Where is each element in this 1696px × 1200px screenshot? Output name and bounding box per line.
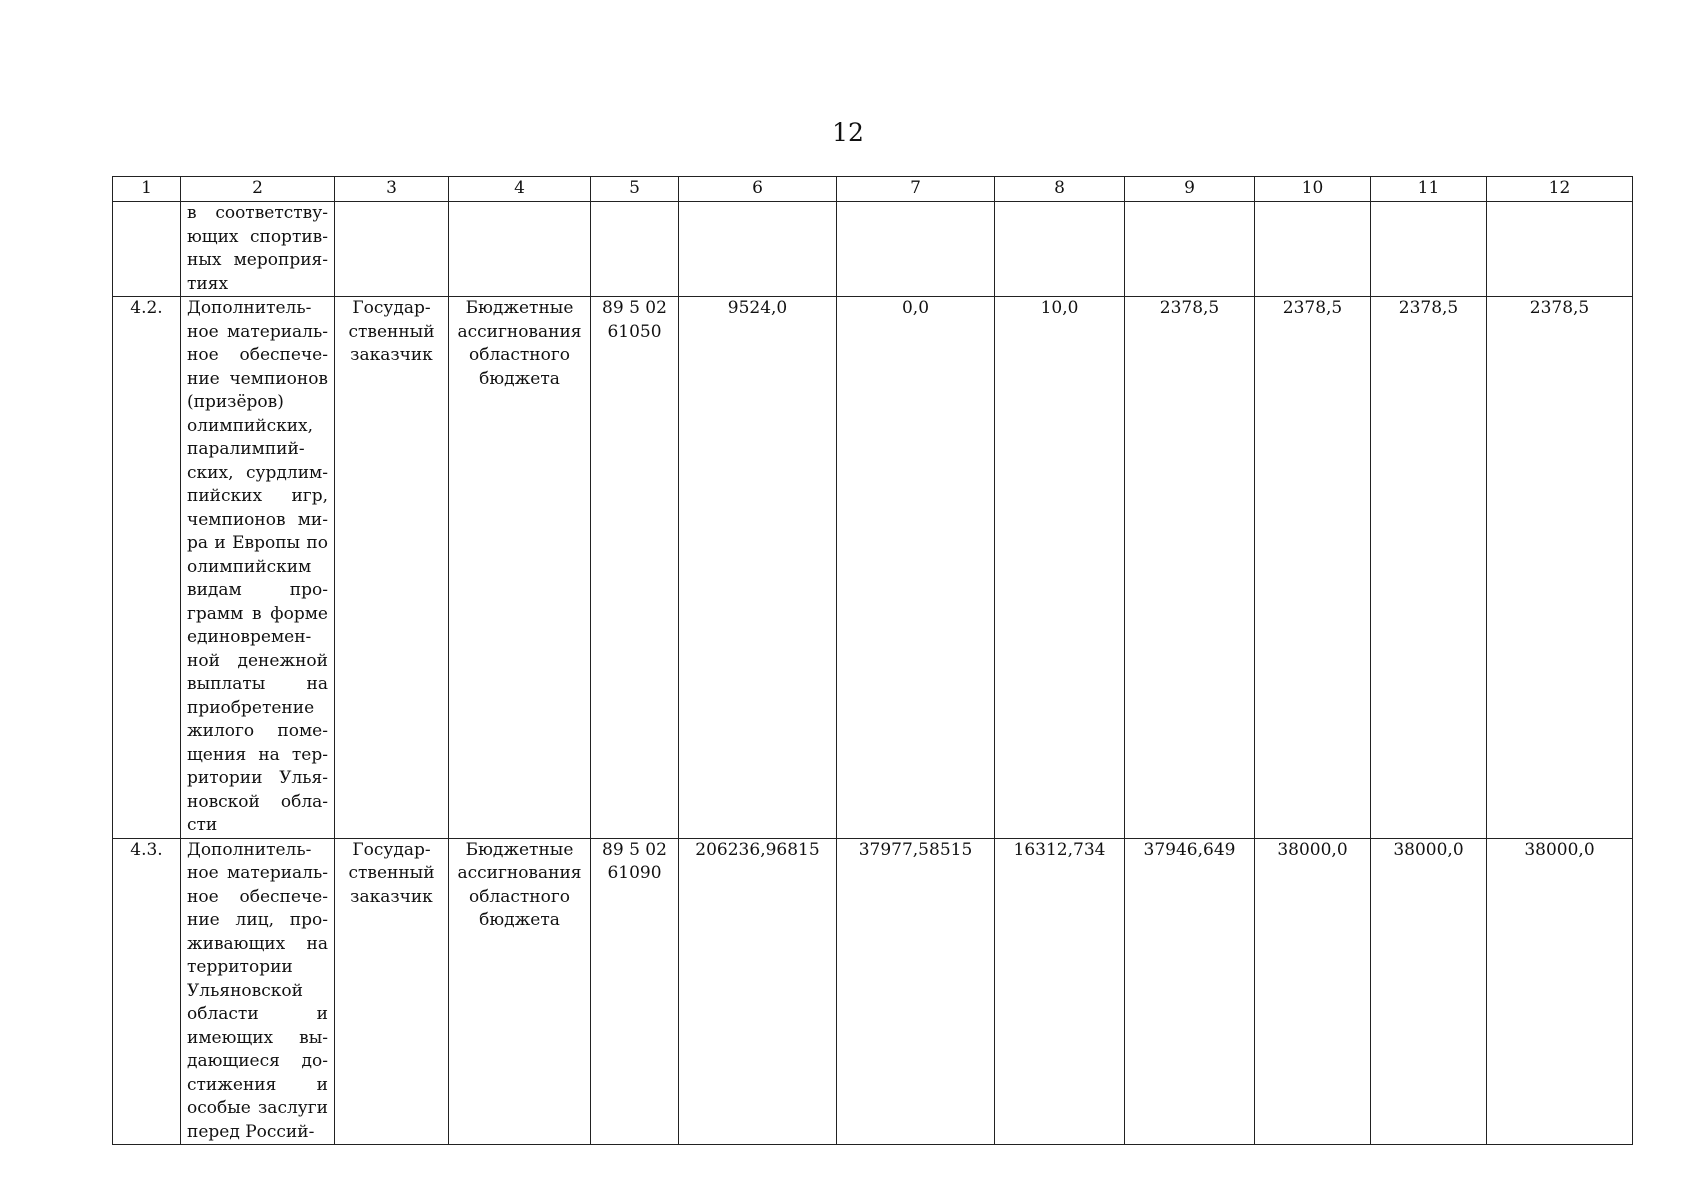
cell-text-line: Государ- — [352, 839, 431, 860]
cell-text-line: грамм в форме — [187, 603, 328, 624]
cell-text-line: областного — [468, 886, 571, 907]
row-number: 4.3. — [113, 838, 181, 1145]
cell-text-line: видам про- — [187, 580, 328, 600]
amount-cell: 2378,5 — [1487, 297, 1633, 839]
cell-text-line: области и — [187, 1004, 328, 1024]
cell-text-line: особые заслуги — [187, 1098, 328, 1118]
amount-cell: 2378,5 — [1125, 297, 1255, 839]
cell-text-line: новской обла- — [187, 791, 328, 812]
table-row — [113, 838, 1633, 1145]
cell-text-line: ное обеспече- — [187, 345, 328, 365]
cell-text-line: единовремен- — [187, 627, 312, 647]
cell-text-line: 89 5 02 — [602, 298, 667, 318]
amount-cell: 38000,0 — [1255, 838, 1371, 1145]
cell-text-line: заказчик — [350, 345, 433, 365]
responsible-customer — [335, 297, 449, 839]
table-row — [113, 297, 1633, 839]
measure-description — [181, 297, 335, 839]
cell-text-line: Бюджетные — [465, 839, 574, 860]
budget-code — [591, 838, 679, 1145]
responsible-customer — [335, 202, 449, 297]
cell-text-line: ной денежной — [187, 650, 328, 671]
cell-text-line: ских, сурдлим- — [187, 462, 328, 483]
cell-text-line: олимпийских, — [187, 415, 314, 436]
cell-text-line: ственный — [348, 863, 435, 883]
cell-text-line: ра и Европы по — [187, 533, 328, 553]
column-header: 7 — [837, 177, 995, 202]
cell-text-line: бюджета — [479, 368, 560, 389]
amount-cell: 38000,0 — [1487, 838, 1633, 1145]
cell-text-line: в соответству- — [187, 203, 328, 223]
measure-description — [181, 838, 335, 1145]
cell-text-line: ние чемпионов — [187, 368, 328, 389]
cell-text-line: перед Россий- — [187, 1121, 315, 1142]
column-header: 6 — [679, 177, 837, 202]
amount-cell — [1125, 202, 1255, 297]
funding-source — [449, 297, 591, 839]
amount-cell: 38000,0 — [1371, 838, 1487, 1145]
cell-text-line: Ульяновской — [187, 980, 303, 1001]
cell-text-line: ассигнования — [457, 321, 582, 342]
column-header: 9 — [1125, 177, 1255, 202]
amount-cell: 2378,5 — [1371, 297, 1487, 839]
cell-text-line: 61090 — [607, 863, 662, 883]
cell-text-line: пийских игр, — [187, 486, 328, 506]
cell-text-line: щения на тер- — [187, 744, 328, 765]
row-number — [113, 202, 181, 297]
cell-text-line: территории — [187, 957, 293, 977]
amount-cell — [1487, 202, 1633, 297]
column-header: 12 — [1487, 177, 1633, 202]
cell-text-line: Дополнитель- — [187, 298, 312, 318]
column-header: 10 — [1255, 177, 1371, 202]
cell-text-line: ние лиц, про- — [187, 910, 328, 930]
amount-cell: 9524,0 — [679, 297, 837, 839]
cell-text-line: живающих на — [187, 933, 328, 954]
cell-text-line: бюджета — [479, 910, 560, 930]
cell-text-line: 89 5 02 — [602, 839, 667, 860]
amount-cell: 37977,58515 — [837, 838, 995, 1145]
cell-text-line: ное материаль- — [187, 863, 328, 883]
cell-text-line: ассигнования — [457, 863, 582, 883]
cell-text-line: ных мероприя- — [187, 250, 328, 270]
cell-text-line: ное материаль- — [187, 321, 328, 342]
amount-cell — [995, 202, 1125, 297]
cell-text-line: Дополнитель- — [187, 839, 312, 860]
column-number-row — [113, 177, 1633, 202]
cell-text-line: стижения и — [187, 1074, 328, 1095]
budget-table — [112, 176, 1633, 1145]
cell-text-line: сти — [187, 815, 218, 835]
cell-text-line: жилого поме- — [187, 721, 328, 741]
amount-cell — [679, 202, 837, 297]
amount-cell: 0,0 — [837, 297, 995, 839]
amount-cell: 10,0 — [995, 297, 1125, 839]
cell-text-line: выплаты на — [187, 674, 328, 694]
amount-cell — [837, 202, 995, 297]
cell-text-line: (призёров) — [187, 392, 284, 412]
amount-cell: 37946,649 — [1125, 838, 1255, 1145]
cell-text-line: олимпийским — [187, 556, 312, 577]
cell-text-line: Государ- — [352, 298, 431, 318]
table-row — [113, 202, 1633, 297]
column-header: 1 — [113, 177, 181, 202]
cell-text-line: 61050 — [607, 321, 662, 342]
cell-text-line: паралимпий- — [187, 439, 305, 459]
amount-cell: 2378,5 — [1255, 297, 1371, 839]
cell-text-line: ритории Улья- — [187, 768, 328, 788]
cell-text-line: ющих спортив- — [187, 226, 328, 247]
amount-cell — [1255, 202, 1371, 297]
column-header: 5 — [591, 177, 679, 202]
column-header: 3 — [335, 177, 449, 202]
table-body — [113, 177, 1633, 1145]
funding-source — [449, 202, 591, 297]
cell-text-line: тиях — [187, 273, 229, 294]
column-header: 2 — [181, 177, 335, 202]
column-header: 11 — [1371, 177, 1487, 202]
page-number: 12 — [832, 118, 864, 147]
cell-text-line: ственный — [348, 321, 435, 342]
cell-text-line: ное обеспече- — [187, 886, 328, 907]
amount-cell: 16312,734 — [995, 838, 1125, 1145]
row-number: 4.2. — [113, 297, 181, 839]
cell-text-line: имеющих вы- — [187, 1027, 328, 1048]
column-header: 4 — [449, 177, 591, 202]
amount-cell: 206236,96815 — [679, 838, 837, 1145]
funding-source — [449, 838, 591, 1145]
cell-text-line: приобретение — [187, 697, 315, 718]
budget-code — [591, 202, 679, 297]
cell-text-line: Бюджетные — [465, 298, 574, 318]
responsible-customer — [335, 838, 449, 1145]
budget-code — [591, 297, 679, 839]
cell-text-line: чемпионов ми- — [187, 509, 328, 530]
cell-text-line: дающиеся до- — [187, 1051, 328, 1071]
cell-text-line: областного — [468, 345, 571, 365]
measure-description — [181, 202, 335, 297]
amount-cell — [1371, 202, 1487, 297]
cell-text-line: заказчик — [350, 886, 433, 907]
column-header: 8 — [995, 177, 1125, 202]
